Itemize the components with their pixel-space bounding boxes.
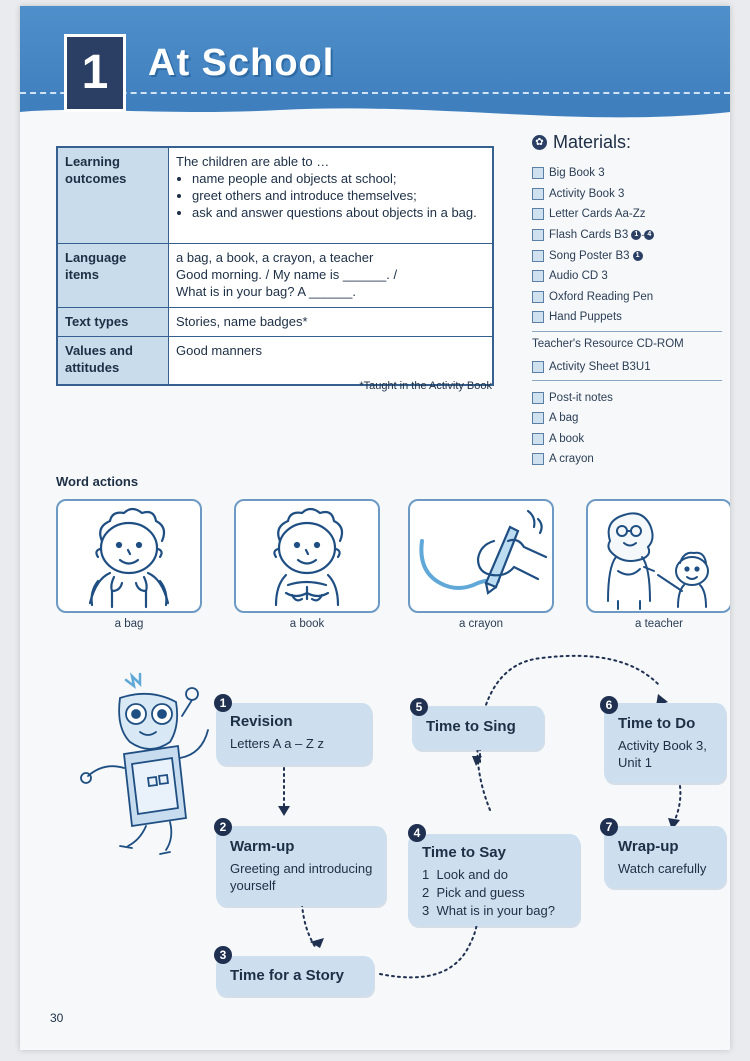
material-label: Audio CD 3 xyxy=(549,270,608,283)
step-number: 4 xyxy=(408,824,426,842)
star-icon: ✿ xyxy=(532,135,547,150)
material-label: A crayon xyxy=(549,453,594,466)
flow-step-warm-up xyxy=(216,826,386,906)
step-text: 3 What is in your bag? xyxy=(422,903,555,918)
outcomes-intro: The children are able to … xyxy=(176,154,330,169)
language-line: What is in your bag? A ______. xyxy=(176,284,356,299)
step-title: Time for a Story xyxy=(230,967,344,984)
row-heading: Language items xyxy=(57,244,169,308)
step-text: Unit 1 xyxy=(618,755,652,770)
flow-step-story xyxy=(216,956,374,996)
page-number: 30 xyxy=(50,1011,64,1025)
materials-title: Materials: xyxy=(553,132,632,152)
material-label: Activity Book 3 xyxy=(549,187,625,200)
step-title: Warm-up xyxy=(230,838,295,855)
word-card-label: a book xyxy=(289,618,325,630)
language-line: Good morning. / My name is ______. / xyxy=(176,267,398,282)
step-number: 6 xyxy=(600,696,618,714)
resource-heading: Teacher's Resource CD-ROM xyxy=(532,337,684,350)
word-card-label: a bag xyxy=(114,618,144,630)
list-item: • greet others and introduce themselves; xyxy=(192,187,485,204)
step-title: Wrap-up xyxy=(618,838,679,855)
step-text: Greeting and introducing xyxy=(230,861,373,876)
badge-separator: - xyxy=(641,230,645,241)
number-badge: 1 xyxy=(633,251,643,261)
table-footnote: *Taught in the Activity Book xyxy=(359,380,492,392)
flow-step-time-to-do xyxy=(604,703,726,783)
step-text: 2 Pick and guess xyxy=(422,885,525,900)
step-number: 7 xyxy=(600,818,618,836)
material-label: Song Poster B3 xyxy=(549,249,630,262)
unit-number: 1 xyxy=(64,34,126,112)
material-label: Post-it notes xyxy=(549,391,613,404)
material-label: A book xyxy=(549,432,585,445)
material-label: Oxford Reading Pen xyxy=(549,290,654,303)
row-heading: Learning outcomes xyxy=(57,147,169,244)
flow-step-time-to-say xyxy=(408,834,580,926)
step-number: 3 xyxy=(214,946,232,964)
step-text: 1 Look and do xyxy=(422,867,509,882)
step-text: Activity Book 3, xyxy=(618,738,707,753)
flow-step-time-to-sing xyxy=(412,706,544,750)
unit-title: At School xyxy=(148,42,335,84)
row-content: Stories, name badges* xyxy=(169,308,494,337)
word-card-label: a teacher xyxy=(635,618,683,630)
row-heading: Text types xyxy=(57,308,169,337)
step-title: Time to Say xyxy=(422,844,506,861)
word-actions-title: Word actions xyxy=(56,474,139,489)
flow-step-wrap-up xyxy=(604,826,726,888)
row-content: Good manners xyxy=(169,337,494,386)
row-heading: Values and attitudes xyxy=(57,337,169,386)
step-title: Revision xyxy=(230,713,293,730)
list-item: • ask and answer questions about objects in a bag. xyxy=(192,204,485,221)
step-text: Watch carefully xyxy=(618,861,707,876)
step-number: 5 xyxy=(410,698,428,716)
material-label: A bag xyxy=(549,412,579,425)
material-label: Hand Puppets xyxy=(549,311,622,324)
textbook-page xyxy=(20,6,730,1050)
language-line: a bag, a book, a crayon, a teacher xyxy=(176,250,374,265)
list-item: • name people and objects at school; xyxy=(192,170,485,187)
word-card-label: a crayon xyxy=(458,618,504,630)
material-label: Letter Cards Aa-Zz xyxy=(549,208,646,221)
material-label: Flash Cards B3 xyxy=(549,229,629,242)
step-number: 1 xyxy=(214,694,232,712)
step-text: yourself xyxy=(230,878,276,893)
step-title: Time to Sing xyxy=(426,718,516,735)
step-text: Letters A a – Z z xyxy=(230,736,324,751)
material-label: Big Book 3 xyxy=(549,167,605,180)
step-number: 2 xyxy=(214,818,232,836)
number-badge: 4 xyxy=(644,230,654,240)
material-label: Activity Sheet B3U1 xyxy=(549,361,651,374)
number-badge: 1 xyxy=(631,230,641,240)
flow-step-revision xyxy=(216,703,372,765)
step-title: Time to Do xyxy=(618,715,696,732)
